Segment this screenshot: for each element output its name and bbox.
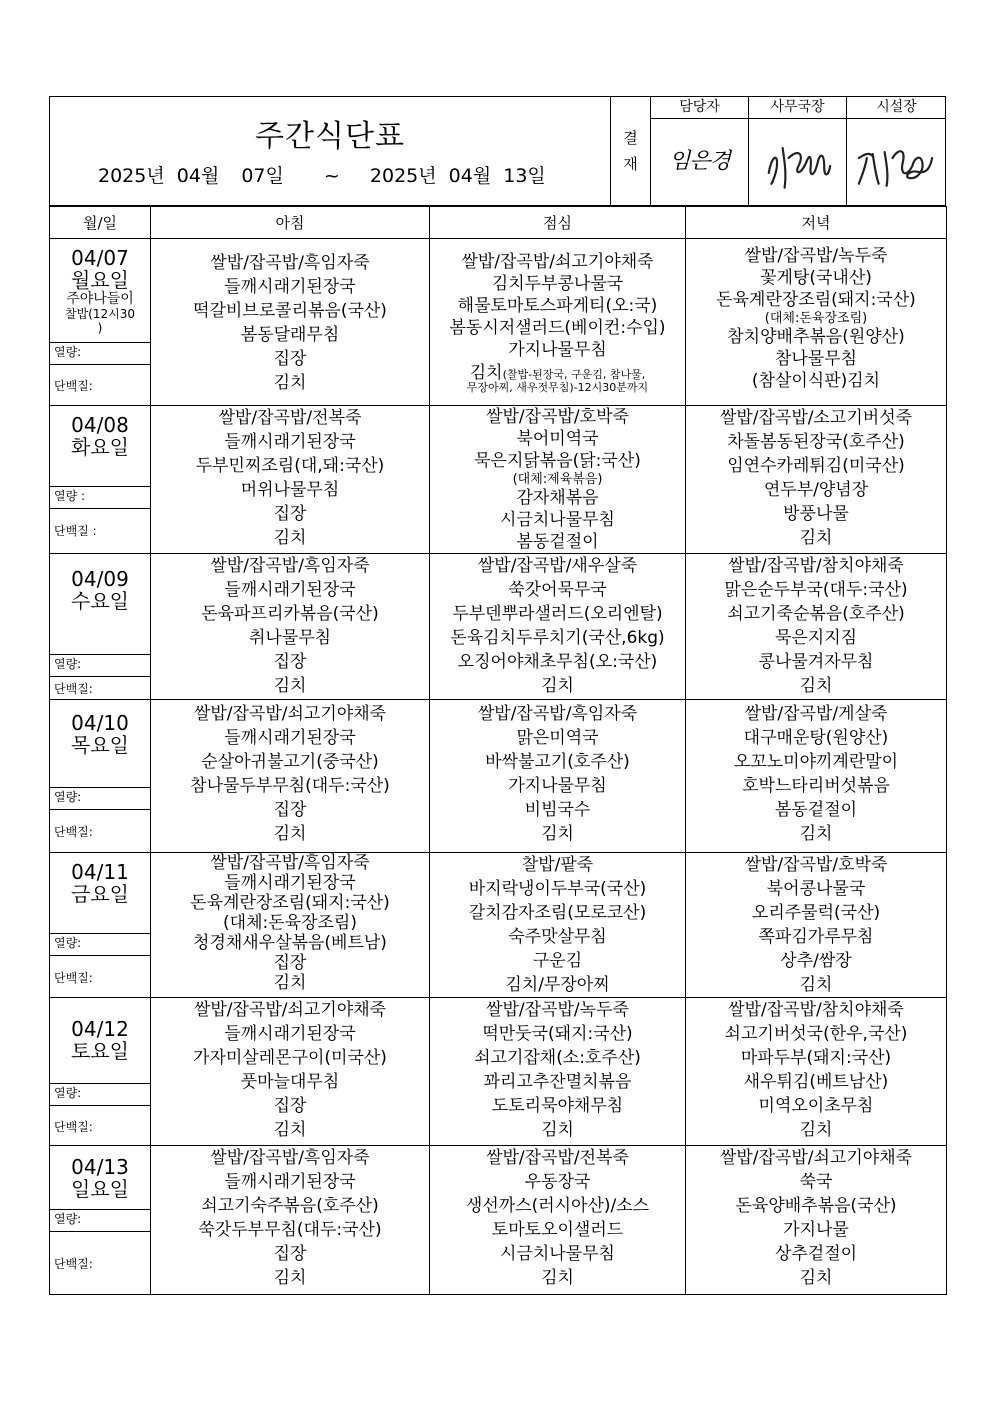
menu-item: (대체:돈육장조림)	[223, 913, 357, 933]
calorie-label: 열량:	[50, 787, 150, 809]
menu-item: 김치	[273, 973, 307, 993]
menu-item: 쌀밥/잡곡밥/참치야채죽	[728, 556, 904, 576]
menu-item: 쪽파김가루무침	[758, 927, 874, 947]
day-date: 04/08	[71, 413, 129, 437]
protein-label: 단백질:	[50, 364, 150, 406]
menu-item: 쌀밥/잡곡밥/흑임자죽	[210, 853, 370, 873]
dinner-cell	[686, 853, 947, 998]
table-row	[50, 853, 947, 998]
menu-item: 비빔국수	[524, 800, 591, 820]
menu-item: 가자미살레몬구이(미국산)	[193, 1048, 387, 1068]
menu-item: 새우튀김(베트남산)	[743, 1072, 889, 1092]
menu-item: 떡만둣국(돼지:국산)	[482, 1024, 633, 1044]
page-title: 주간식단표	[255, 119, 405, 154]
menu-item: 들깨시래기된장국	[224, 580, 356, 600]
breakfast-cell	[151, 998, 430, 1146]
menu-item: 김치	[469, 363, 503, 383]
menu-item: 쑥국	[799, 1172, 833, 1192]
menu-item: 꽈리고추잔멸치볶음	[483, 1072, 632, 1092]
menu-item: 콩나물겨자무침	[758, 652, 874, 672]
day-weekday: 수요일	[71, 589, 129, 613]
day-weekday: 금요일	[71, 882, 129, 906]
menu-item: 쌀밥/잡곡밥/녹두죽	[744, 246, 888, 266]
column-header-lunch: 점심	[430, 207, 686, 239]
menu-item: 오리주물럭(국산)	[751, 903, 881, 923]
menu-item: 가지나물무침	[508, 776, 607, 796]
menu-item: 돈육김치두루치기(국산,6kg)	[450, 628, 665, 648]
weekly-menu-table	[49, 206, 947, 1295]
protein-label: 단백질:	[50, 676, 150, 700]
day-cell	[50, 1146, 151, 1295]
tilde: ~	[323, 165, 340, 187]
signature-staff	[651, 118, 748, 204]
menu-item: 도토리묵야채무침	[491, 1096, 624, 1116]
menu-item: 쌀밥/잡곡밥/호박죽	[486, 407, 629, 427]
menu-item: 묵은지닭볶음(닭:국산)	[474, 451, 641, 471]
menu-item: 쌀밥/잡곡밥/새우살죽	[477, 556, 638, 576]
menu-header	[49, 96, 946, 206]
menu-item: 감자채볶음	[516, 488, 599, 508]
end-day: 13일	[503, 165, 546, 187]
menu-item: 김치	[799, 1268, 833, 1288]
table-row	[50, 406, 947, 554]
day-weekday: 일요일	[71, 1177, 129, 1201]
menu-item: 가지나물	[783, 1220, 849, 1240]
menu-item: 북어콩나물국	[766, 879, 866, 899]
menu-item: (대체:돈육장조림)	[764, 311, 868, 326]
menu-item: 쌀밥/잡곡밥/게살죽	[744, 704, 888, 724]
menu-item: (대체:제육볶음)	[512, 472, 603, 487]
menu-item: 들깨시래기된장국	[224, 728, 356, 748]
menu-item: 쑥갓두부무침(대두:국산)	[198, 1220, 382, 1240]
table-row	[50, 998, 947, 1146]
menu-item: 청경채새우살볶음(베트남)	[193, 933, 387, 953]
menu-item: 들깨시래기된장국	[224, 432, 356, 452]
menu-item: 돈육파프리카볶음(국산)	[201, 604, 379, 624]
menu-item: 쌀밥/잡곡밥/녹두죽	[486, 1000, 629, 1020]
menu-item: 쌀밥/잡곡밥/흑임자죽	[210, 1148, 370, 1168]
menu-item: 돈육양배추볶음(국산)	[735, 1196, 897, 1216]
approver-role: 시설장	[847, 97, 946, 119]
menu-item: 쌀밥/잡곡밥/전복죽	[218, 408, 362, 428]
menu-item: 순살아귀불고기(중국산)	[201, 752, 379, 772]
column-header-dinner: 저녁	[686, 207, 947, 239]
menu-item: 들깨시래기된장국	[224, 1172, 356, 1192]
menu-item: 맑은미역국	[516, 728, 599, 748]
menu-item: 집장	[273, 652, 307, 672]
signature-office-manager	[749, 118, 846, 204]
menu-item: 임연수카레튀김(미국산)	[727, 456, 905, 476]
menu-item: 쌀밥/잡곡밥/흑임자죽	[210, 556, 370, 576]
menu-item: 참치양배추볶음(원양산)	[727, 327, 905, 347]
menu-item: 방풍나물	[783, 504, 849, 524]
dinner-cell	[686, 239, 947, 406]
day-cell	[50, 554, 151, 700]
start-month: 04월	[176, 165, 220, 187]
day-weekday: 토요일	[71, 1039, 129, 1063]
dinner-cell	[686, 554, 947, 700]
day-date: 04/12	[71, 1017, 129, 1041]
menu-item: 바싹불고기(호주산)	[485, 752, 630, 772]
menu-item: 쌀밥/잡곡밥/흑임자죽	[477, 704, 638, 724]
lunch-cell	[430, 853, 686, 998]
breakfast-cell	[151, 406, 430, 554]
menu-item: 김치	[799, 676, 833, 696]
breakfast-cell	[151, 853, 430, 998]
calorie-label: 열량:	[50, 1209, 150, 1231]
approval-label	[610, 97, 650, 205]
approver-role: 담당자	[651, 97, 748, 119]
day-weekday: 목요일	[71, 733, 129, 757]
breakfast-cell	[151, 700, 430, 853]
menu-item: 김치	[541, 824, 574, 844]
menu-item: 북어미역국	[516, 429, 599, 449]
end-year: 2025년	[369, 165, 437, 187]
protein-label: 단백질:	[50, 809, 150, 853]
approver-director	[846, 97, 946, 205]
day-cell	[50, 406, 151, 554]
protein-label: 단백질:	[50, 1231, 150, 1295]
menu-item: 연두부/양념장	[763, 480, 869, 500]
menu-item: 상추겉절이	[774, 1244, 858, 1264]
menu-item: 쌀밥/잡곡밥/쇠고기야채죽	[193, 704, 387, 724]
menu-item: 토마토오이샐러드	[491, 1220, 624, 1240]
menu-item: 김치	[541, 676, 574, 696]
menu-item: 마파두부(돼지:국산)	[740, 1048, 892, 1068]
start-year: 2025년	[98, 165, 165, 187]
table-row	[50, 700, 947, 853]
lunch-cell	[430, 554, 686, 700]
menu-item: 두부민찌조림(대,돼:국산)	[195, 456, 385, 476]
day-cell	[50, 239, 151, 406]
column-header-date: 월/일	[50, 207, 151, 239]
dinner-cell	[686, 700, 947, 853]
lunch-cell	[430, 239, 686, 406]
menu-item: 생선까스(러시아산)/소스	[465, 1196, 650, 1216]
menu-item: 쇠고기버섯국(한우,국산)	[724, 1024, 908, 1044]
menu-item: 봄동겉절이	[516, 532, 599, 552]
menu-item: 머위나물무침	[240, 480, 340, 500]
lunch-cell	[430, 700, 686, 853]
lunch-cell	[430, 1146, 686, 1295]
menu-item: 쇠고기잡채(소:호주산)	[474, 1048, 641, 1068]
date-range	[98, 161, 618, 188]
menu-item: 김치	[273, 676, 307, 696]
menu-item: 갈치감자조림(모로코산)	[468, 903, 647, 923]
menu-item: 집장	[273, 1244, 307, 1264]
menu-item: 가지나물무침	[508, 340, 607, 360]
protein-label: 단백질:	[50, 955, 150, 998]
day-note: )	[97, 321, 103, 335]
menu-item: 꽃게탕(국내산)	[760, 268, 872, 288]
menu-item: 들깨시래기된장국	[224, 873, 356, 893]
menu-item: 봄동달래무침	[240, 325, 340, 345]
menu-item: 오꼬노미야끼계란말이	[733, 752, 899, 772]
menu-item: 집장	[273, 349, 307, 369]
menu-item: 시금치나물무침	[500, 510, 615, 530]
menu-item: 돈육계란장조림(돼지:국산)	[716, 290, 916, 310]
day-weekday: 월요일	[71, 268, 129, 292]
menu-item: 김치	[273, 824, 307, 844]
menu-item: 미역오이초무침	[758, 1096, 874, 1116]
menu-item: 호박느타리버섯볶음	[742, 776, 890, 796]
menu-item: 김치	[273, 373, 307, 393]
breakfast-cell	[151, 1146, 430, 1295]
day-date: 04/09	[71, 567, 129, 591]
menu-item: 참나물두부무침(대두:국산)	[190, 776, 390, 796]
menu-note: 무장아찌, 새우젓무침)-12시30분까지	[466, 381, 649, 394]
menu-item: 김치	[799, 1120, 833, 1140]
menu-item: 돈육계란장조림(돼지:국산)	[190, 893, 390, 913]
menu-item: 봄동겉절이	[774, 800, 858, 820]
menu-item: 맑은순두부국(대두:국산)	[724, 580, 908, 600]
menu-item: 해물토마토스파게티(오:국)	[457, 296, 658, 316]
lunch-cell	[430, 406, 686, 554]
approval-label-2: 재	[623, 155, 638, 173]
menu-item: 쑥갓어묵무국	[508, 580, 607, 600]
day-date: 04/07	[71, 246, 129, 270]
table-row	[50, 1146, 947, 1295]
day-cell	[50, 700, 151, 853]
menu-item: 집장	[273, 1096, 307, 1116]
menu-item: 쌀밥/잡곡밥/쇠고기야채죽	[719, 1148, 913, 1168]
menu-item: 숙주맛살무침	[508, 927, 607, 947]
menu-item: 취나물무침	[248, 628, 332, 648]
day-cell	[50, 853, 151, 998]
menu-item: 김치	[541, 1268, 574, 1288]
menu-item: 쌀밥/잡곡밥/흑임자죽	[210, 253, 370, 273]
menu-item: 김치	[799, 975, 833, 995]
menu-item: 쌀밥/잡곡밥/호박죽	[744, 855, 888, 875]
menu-item: 김치두부콩나물국	[491, 274, 624, 294]
lunch-cell	[430, 998, 686, 1146]
dinner-cell	[686, 1146, 947, 1295]
day-note: 주야나들이	[66, 291, 134, 307]
signature-text: 임은경	[669, 149, 730, 174]
menu-item: 상추/쌈장	[780, 951, 852, 971]
menu-item: (참살이식판)김치	[751, 371, 881, 391]
approval-label-1: 결	[623, 129, 638, 147]
dinner-cell	[686, 406, 947, 554]
calorie-label: 열량:	[50, 1083, 150, 1105]
day-date: 04/10	[71, 711, 129, 735]
menu-note: (찰밥-된장국, 구운김, 참나물,	[502, 368, 646, 381]
calorie-label: 열량:	[50, 342, 150, 364]
menu-item: 두부덴뿌라샐러드(오리엔탈)	[452, 604, 663, 624]
menu-item: 김치/무장아찌	[505, 975, 610, 995]
calorie-label: 열량:	[50, 654, 150, 676]
table-row	[50, 239, 947, 406]
menu-item: 김치	[799, 824, 833, 844]
approver-staff	[650, 97, 748, 205]
menu-item: 집장	[273, 800, 307, 820]
menu-item: 묵은지지짐	[774, 628, 858, 648]
menu-item: 오징어야채초무침(오:국산)	[457, 652, 658, 672]
table-row	[50, 554, 947, 700]
menu-item: 들깨시래기된장국	[224, 1024, 356, 1044]
menu-item: 쌀밥/잡곡밥/쇠고기야채죽	[193, 1000, 387, 1020]
day-date: 04/11	[71, 860, 129, 884]
menu-item: 쌀밥/잡곡밥/쇠고기야채죽	[461, 252, 654, 272]
table-header-row	[50, 207, 947, 239]
menu-item: 쌀밥/잡곡밥/참치야채죽	[728, 1000, 904, 1020]
day-weekday: 화요일	[71, 435, 129, 459]
breakfast-cell	[151, 554, 430, 700]
day-note: 찰밥(12시30	[65, 307, 135, 321]
menu-item: 쇠고기죽순볶음(호주산)	[727, 604, 905, 624]
day-cell	[50, 998, 151, 1146]
menu-item: 찰밥/팥죽	[521, 855, 594, 875]
menu-item: 대구매운탕(원양산)	[743, 728, 889, 748]
menu-item: 쇠고기숙주볶음(호주산)	[201, 1196, 379, 1216]
menu-item: 김치	[799, 528, 833, 548]
menu-item: 바지락냉이두부국(국산)	[468, 879, 647, 899]
signature-director	[847, 118, 946, 204]
protein-label: 단백질 :	[50, 508, 150, 551]
breakfast-cell	[151, 239, 430, 406]
menu-item: 쌀밥/잡곡밥/소고기버섯죽	[719, 408, 913, 428]
menu-item: 떡갈비브로콜리볶음(국산)	[193, 301, 387, 321]
calorie-label: 열량 :	[50, 486, 150, 508]
calorie-label: 열량:	[50, 933, 150, 955]
menu-item: 쌀밥/잡곡밥/전복죽	[486, 1148, 629, 1168]
protein-label: 단백질:	[50, 1105, 150, 1146]
approver-role: 사무국장	[749, 97, 846, 119]
menu-item: 들깨시래기된장국	[224, 277, 356, 297]
menu-item: 김치	[273, 528, 307, 548]
menu-item: 풋마늘대무침	[240, 1072, 340, 1092]
menu-item: 김치	[541, 1120, 574, 1140]
dinner-cell	[686, 998, 947, 1146]
menu-item: 참나물무침	[774, 349, 858, 369]
menu-item: 봄동시저샐러드(베이컨:수입)	[449, 318, 666, 338]
menu-item: 구운김	[532, 951, 583, 971]
menu-item: 시금치나물무침	[500, 1244, 615, 1264]
menu-item: 김치	[273, 1268, 307, 1288]
end-month: 04월	[448, 165, 492, 187]
menu-item: 김치	[273, 1120, 307, 1140]
menu-item: 차돌봄동된장국(호주산)	[727, 432, 905, 452]
column-header-breakfast: 아침	[151, 207, 430, 239]
day-date: 04/13	[71, 1155, 129, 1179]
menu-item: 집장	[273, 504, 307, 524]
approver-office-manager	[748, 97, 846, 205]
menu-item: 집장	[273, 953, 307, 973]
start-day: 07일	[241, 165, 284, 187]
menu-item: 우동장국	[524, 1172, 591, 1192]
